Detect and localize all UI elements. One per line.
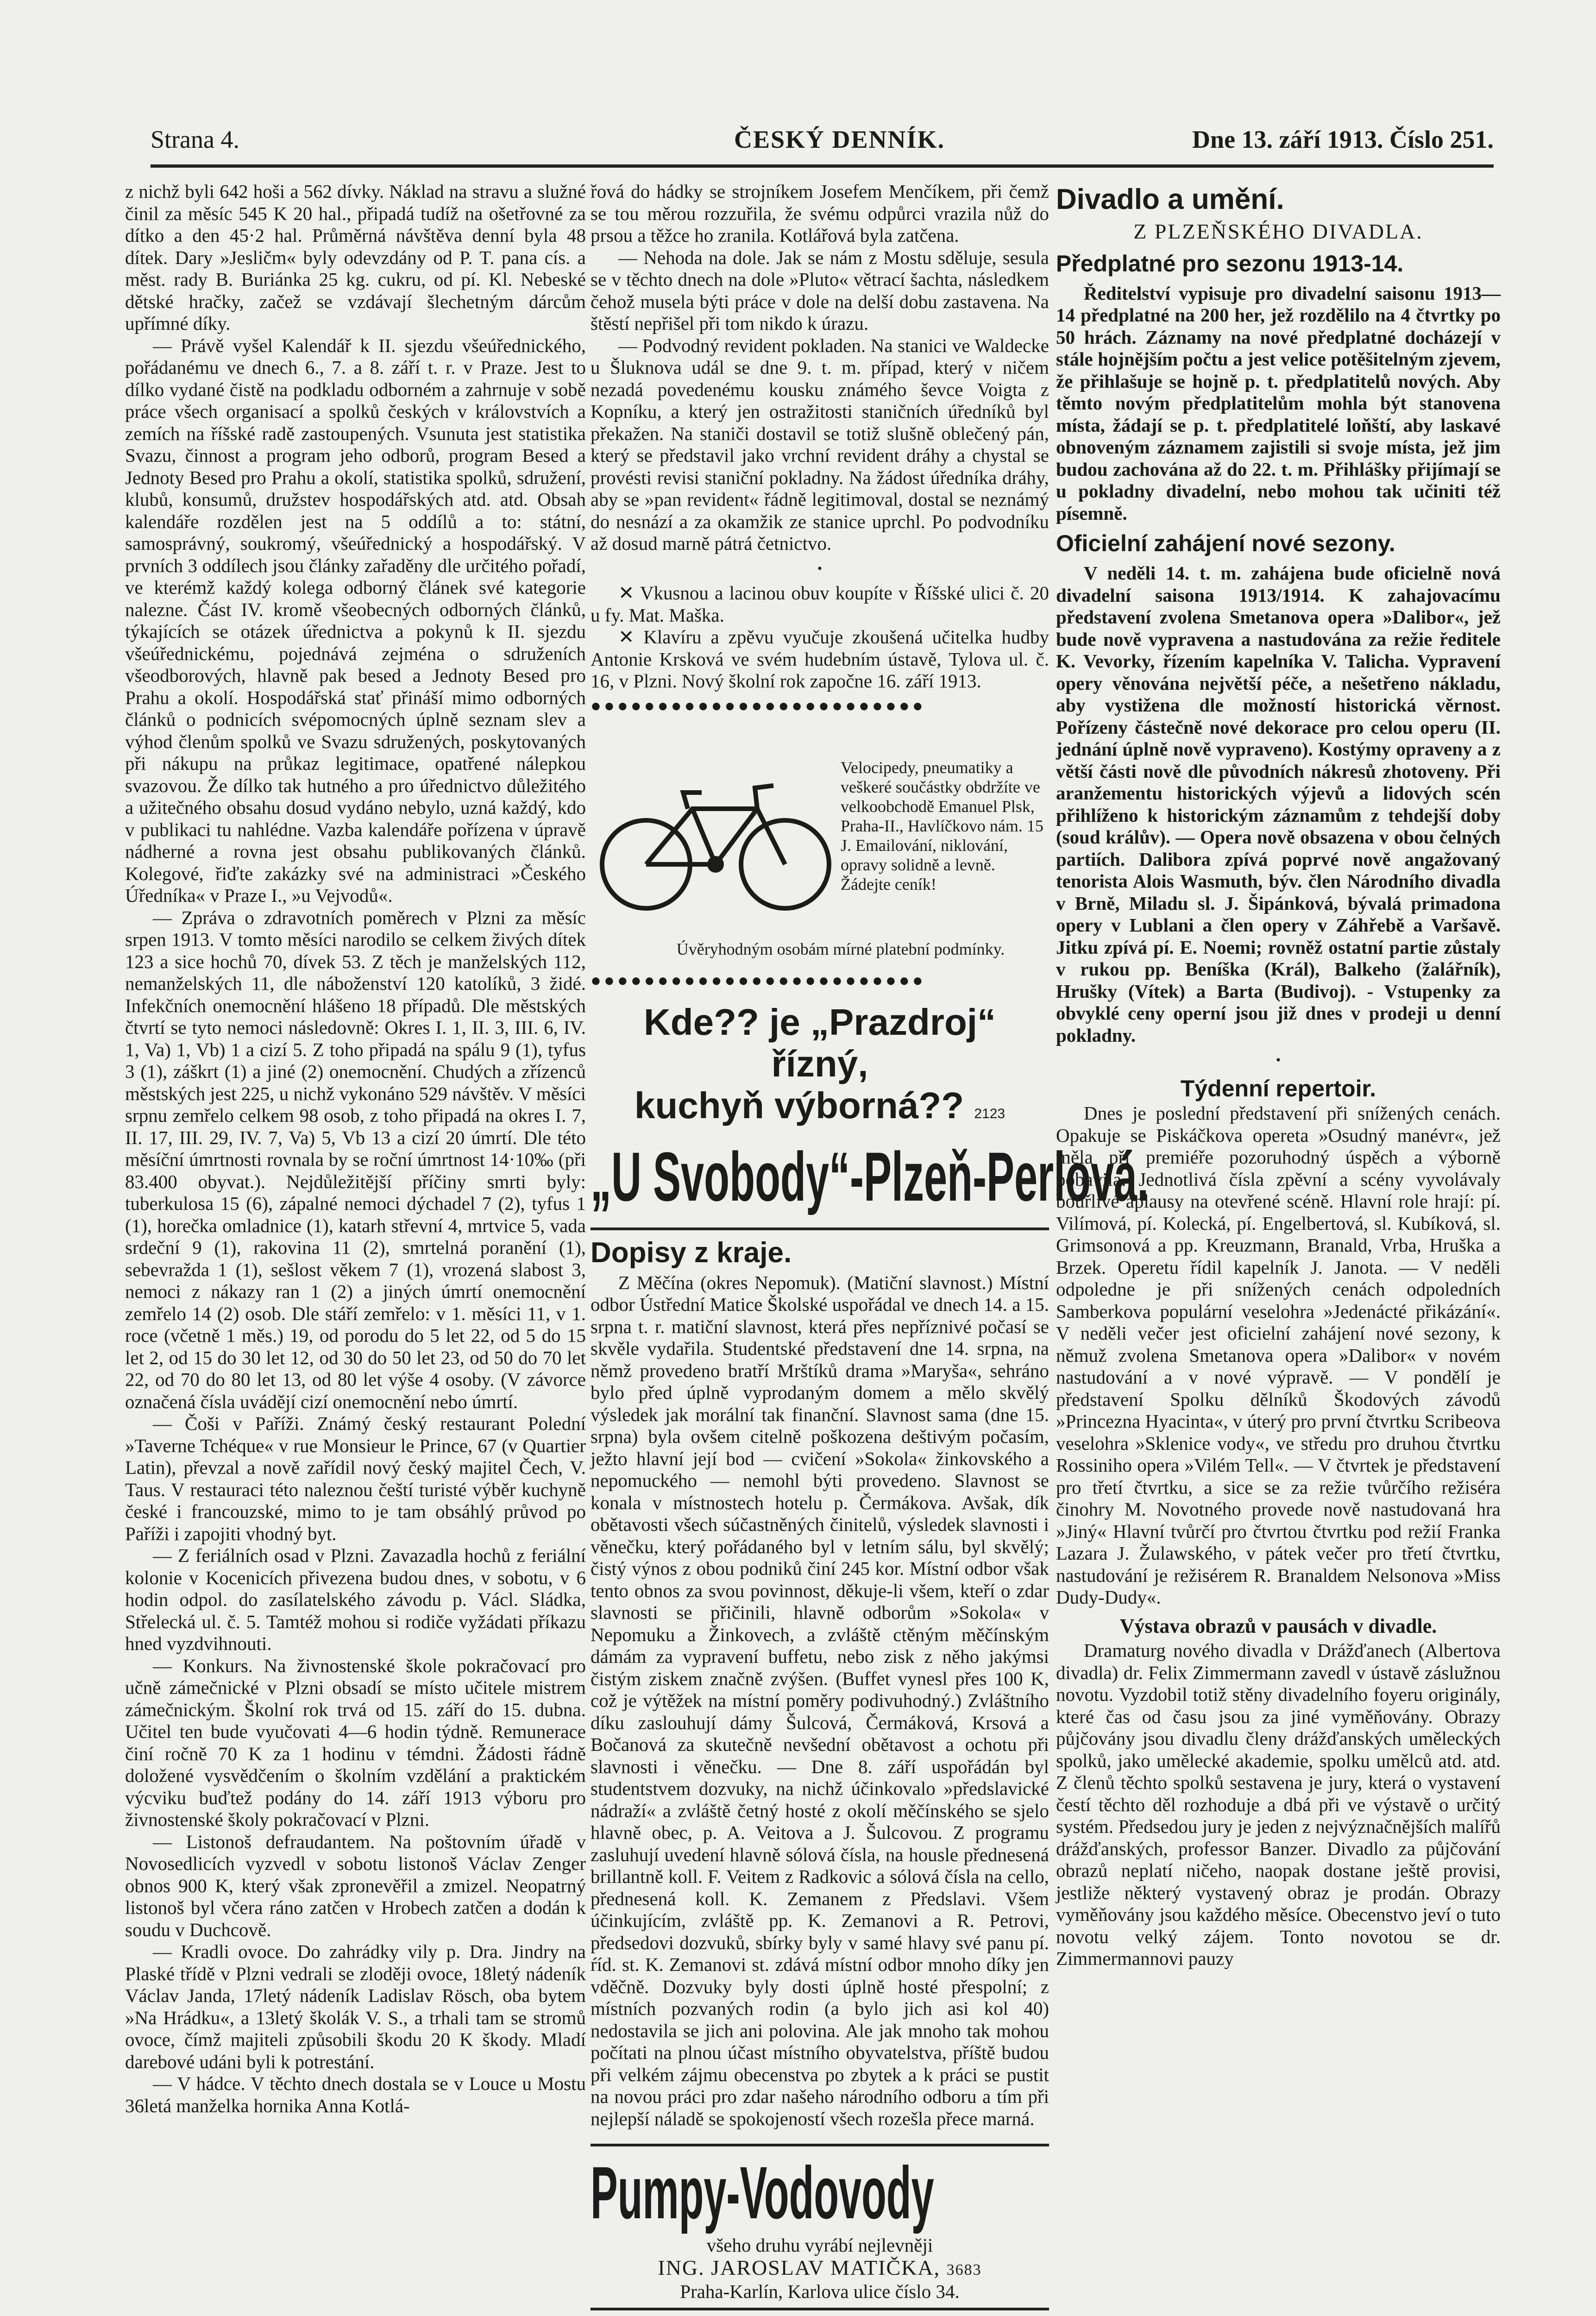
ad-pumpy	[591, 2144, 1049, 2310]
ad-kde-line2	[591, 1085, 1049, 1135]
notice-obuv: ✕ Vkusnou a lacinou obuv koupíte v Říšské ulici č. 20 u fy. Mat. Maška.	[591, 582, 1049, 626]
page-header	[151, 125, 1494, 167]
article-parizi: — Čoši v Paříži. Známý český restaurant Polední »Taverne Tchéque« v rue Monsieur le Prince, 67 (v Quartier Latin), převzal a nově zařídil nový český majitel Čech, V. Taus. V restauraci této naleznou čeští turisté výběr kuchyně české i francouzské, mimo to je tam obsáhlý průvod po Paříži i zapojiti vhodný byt.	[125, 1413, 586, 1544]
header-rule	[151, 164, 1494, 168]
article-predplatne: Ředitelství vypisuje pro divadelní saisonu 1913—14 předplatné na 200 her, jež rozdělilo na 4 čtvrtky po 50 hrách. Záznamy na nové předplatné docházejí v stále hojnějším počtu a jest velice potěšitelným zjevem, že přihlašuje se hojně p. t. předplatitelů nových. Aby těmto novým předplatitelům mohla být stanovena místa, žádají se p. t. předplatitelé loňští, aby laskavé obnoveným záznamem zajistili si svoje místa, jež jim budou zachována až do 22. t. m. Přihlášky přijímají se u pokladny divadelní, nebo mohou tak učiniti též písemně.	[1056, 282, 1501, 524]
article-hadka: — V hádce. V těchto dnech dostala se v Louce u Mostu 36letá manželka hornika Anna Kotlá-	[125, 2073, 586, 2116]
ad-velocipedy-footer: Úvěryhodným osobám mírné platební podmínky.	[676, 940, 1005, 958]
ad-kde-line1: Kde?? je „Prazdroj“ řízný,	[643, 1001, 996, 1084]
ad-pumpy-line1: všeho druhu vyrábí nejlevněji	[706, 2234, 933, 2256]
article-revident: — Podvodný revident pokladen. Na stanici ve Waldecke u Šluknova udál se dne 9. t. m. případ, který v ničem nezadá povedenému kousku známého ševce Voigta z Kopníku, a který jen ostražitosti staničních úředníků byl překažen. Na staniči dostavil se totiž slušně oblečený pán, který se představil jako vrchní revident dráhy a chystal se provésti revisi staniční pokladny. Na žádost úředníka dráhy, aby se »pan revident« řádně legitimoval, dostal se neznámý do nesnází a za okamžik ze stanice uprchl. Po podvodníku až dosud marně pátrá četnictvo.	[591, 334, 1049, 554]
article-konkurs: — Konkurs. Na živnostenské škole pokračovací pro učně zámečnické v Plzni obsadí se místo učitele mistrem zámečnickým. Školní rok trvá od 15. září do 15. dubna. Učitel ten bude vyučovati 4—6 hodin týdně. Remunerace činí ročně 70 K za 1 hodinu v témdni. Žádosti řádně doložené vysvědčením o školním vzdělání a praktickém výcviku buďtež podány do 14. září 1913 výboru pro živnostenské školy pokračovací v Plzni.	[125, 1655, 586, 1830]
bicycle-icon	[595, 767, 836, 920]
page-number: Strana 4.	[151, 126, 239, 153]
ad-pumpy-line2	[591, 2257, 1049, 2281]
column-3	[1056, 181, 1501, 2284]
newspaper-title: ČESKÝ DENNÍK.	[734, 126, 945, 153]
issue-date: Dne 13. září 1913. Číslo 251.	[1192, 126, 1494, 153]
article-oficielni: V neděli 14. t. m. zahájena bude oficielně nová divadelní saisona 1913/1914. K zahajovacímu představení zvolena Smetanova opera »Dalibor«, jež bude nově vypravena a nastudována za režie ředitele K. Vevorky, řízením kapelníka V. Talicha. Vypravení opery věnována největší péče, a nešetřeno nákladu, aby vystižena dle možností historická věrnost. Pořízeny částečně nové dekorace pro celou operu (II. jednání úplně nově vypraveno). Kostýmy opraveny a z větší části nově dle původních nákresů zhotoveny. Při aranžementu historických výjevů a lidových scén přihlíženo k historickým záznamům z tehdejší doby (soud králův). — Opera nově obsazena v obou čelných partiích. Dalibora zpívá poprvé nově angažovaný tenorista Alois Wasmuth, býv. člen Národního divadla v Brně, Miladu sl. J. Šipánková, bývalá primadona opery v Lublani a člen opery v Záhřebě a Varšavě. Jitku zpívá pí. E. Noemi; rovněž ostatní partie zůstaly v rukou pp. Beníška (Král), Balkeho (žalářník), Hrušky (Vítek) a Barta (Budivoj). - Vstupenky za obvyklé ceny operní jsou již dnes v prodeji u denní pokladny.	[1056, 562, 1501, 1046]
heading-repertoir: Týdenní repertoir.	[1180, 1075, 1376, 1101]
ad-kde-number: 2123	[974, 1106, 1005, 1121]
article-listonos: — Listonoš defraudantem. Na poštovním úřadě v Novosedlicích vyzvedl v sobotu listonoš Václav Zenger obnos 900 K, který však zpronevěřil a zmizel. Neopatrný listonoš byl včera ráno zatčen v Hrobech zatčen a dodán k soudu v Duchcově.	[125, 1831, 586, 1940]
separator-dot: •	[817, 560, 823, 576]
notice-klavir: ✕ Klavíru a zpěvu vyučuje zkoušená učitelka hudby Antonie Krsková ve svém hudebním ústavě, Tylova ul. č. 16, v Plzni. Nový školní rok započne 16. září 1913.	[591, 626, 1049, 692]
heading-oficielni: Oficielní zahájení nové sezony.	[1056, 530, 1395, 556]
subheading-plzensky: Z PLZEŇSKÉHO DIVADLA.	[1133, 220, 1423, 243]
ad-pumpy-brand: Pumpy-Vodovody	[591, 2151, 934, 2234]
section-title-dopisy: Dopisy z kraje.	[591, 1236, 792, 1269]
heading-predplatne: Předplatné pro sezonu 1913-14.	[1056, 250, 1404, 277]
column-2	[591, 181, 1149, 2302]
article-mecin: Z Měčína (okres Nepomuk). (Matiční slavnost.) Místní odbor Ústřední Matice Školské uspořádal ve dnech 14. a 15. srpna t. r. matiční slavnost, která přes nepříznivé počasí se skvěle vydařila. Studentské představení dne 14. srpna, na němž provedeno bratří Mrštíků drama »Maryša«, sehráno bylo před úplně vyprodaným domem a mělo skvělý výsledek jak morální tak finanční. Slavnost sama (dne 15. srpna) byla ovšem citelně poškozena deštivým počasím, ježto hlavní její bod — cvičení »Sokola« žinkovského a nepomuckého — nemohl býti provedeno. Slavnost se konala v místnostech hotelu p. Čermákova. Avšak, dík obětavosti všech súčastněných činitelů, výsledek slavnosti i věnečku, který pořádaného byl v letním sálu, byl skvělý; čistý výnos z obou podniků činí 245 kor. Místní odbor však tento obnos za svou povinnost, děkuje-li všem, kteří o zdar slavnosti se přičinili, hlavně odborům »Sokola« v Nepomuku a Žinkovech, a zvláště ctěným měčínským dámám za vypravení buffetu, nebo zisk z něho jakýmsi čistým ziskem značně zvýšen. (Buffet vynesl přes 100 K, což je výtěžek na místní poměry podivuhodný.) Zvláštního díku zaslouhují dámy Šulcová, Čermáková, Krsová a Bočanová za skutečně nevšední obětavost a ochotu při slavnosti i věnečku. — Dne 8. září uspořádán byl studentstvem dozvuky, na nichž účinkovalo »předslavické nádraží« a zvláště četný hosté z okolí měčínského se sjelo hlavně obec, p. A. Veitova a J. Šulcovou. Z programu zasluhují uvedení hlavně sólová čísla, na housle přednesená brillantně koll. F. Veitem z Radkovic a sólová čísla na cello, přednesená koll. K. Zemanem z Předslavi. Všem účinkujícím, zvláště pp. K. Zemanovi a R. Petrovi, předsedovi dozvuků, sbírky byly v samé hlavy své panu pí. ŕíd. st. K. Zemanovi st. zdává místní odbor mnoho díky jen vděčně. Dozvuky byly dosti úplně hosté přespolní; z místních pozvaných rodin (a bylo jich asi kol 40) nedostavila se jich ani polovina. Ale jak mnoho tak mohou počítati na plnou účast místního obyvatelstva, příště budou při velkém zájmu obecenstva po zbytek a k práci se pustit na novou práci pro zdar našeho národního odboru a tím při nejlepší náladě se spokojeností všech rozešla přece marná.	[591, 1271, 1049, 2129]
article-paragraph: z nichž byli 642 hoši a 562 dívky. Náklad na stravu a služné činil za měsíc 545 K 20 hal., připadá tudíž na ošetřovné za dítko a den 45·2 hal. Průměrná návštěva denní byla 48 dítek. Dary »Jesličm« byly odevzdány od P. T. pana cís. a měst. rady B. Buriánka 25 kg. cukru, od pí. Kl. Nebeské dětské hračky, začež se vzdávají šlechetným dárcům upřímné díky.	[125, 181, 586, 334]
article-nehoda: — Nehoda na dole. Jak se nám z Mostu sděluje, sesula se v těchto dnech na dole »Pluto« větrací šachta, následkem čehož musela býti práce v dole na delší dobu zastavena. Na štěstí nepřišel při tom nikdo k úrazu.	[591, 246, 1049, 334]
article-kalendar: — Právě vyšel Kalendář k II. sjezdu všeúřednického, pořádanému ve dnech 6., 7. a 8. září t. r. v Praze. Jest to dílko vydané čistě na podkladu odborném a zahrnuje v sobě práce všech organisací a spolků českých v královstvích a zemích na říšské radě zastoupených. Vsunuta jest statistika Svazu, činnost a program jeho odborů, program Besed a Jednoty Besed pro Prahu a okolí, statistika spolků, sdružení, klubů, konsumů, družstev hospodářských atd. atd. Obsah kalendáře rozdělen jest na 5 oddílů a to: státní, samosprávný, soukromý, všeúřednický a hospodářský. V prvních 3 oddílech jsou články zařaděny dle určitého pořadí, ve kterémž každý kolega odborný článek své kategorie nalezne. Část IV. kromě všeobecných odborných článků, týkajících se otázek úřednictva a pokynů k II. sjezdu všeúřednickému, pojednává zejména o sdruženích všeodborových, hlavně pak besed a Jednoty Besed pro Prahu a okolí. Hospodářská stať přináší mimo odborných článků o podnicích svépomocných úplně seznam slev a výhod členům spolků ve Svazu sdružených, poskytovaných při nákupu na průkaz legitimace, opatřené nálepkou svazovou. Že dílko tak hutného a pro úřednictvo důležitého a užitečného obsahu dosud vydáno nebylo, uzná každý, kdo v publikaci tu nahlédne. Vazba kalendáře pořízena v úpravě nádherné a rovna jest obsahu publikovaných článků. Kolegové, řiďte zakázky své na administraci »Českého Úředníka« v Praze I., »u Vejvodů«.	[125, 334, 586, 906]
ad-velocipedy-text: Velocipedy, pneumatiky a veškeré součástky obdržíte ve velkoobchodě Emanuel Plsk, Praha-II., Havlíčkovo nám. 15 J. Emailování, niklování, opravy solidně a levně. Žádejte ceník!	[841, 758, 1043, 894]
article-kradli: — Kradli ovoce. Do zahrádky vily p. Dra. Jindry na Plaské třídě v Plzni vedrali se zloději ovoce, 18letý nádeník Václav Janda, 17letý nádeník Ladislav Rösch, oba bytem »Na Hrádku«, a 13letý školák V. S., a trhali tam se stromů ovoce, čímž majiteli způsobili škodu 20 K škody. Mladí darebové udáni byli k potrestání.	[125, 1941, 586, 2072]
ad-border-top: ●●●●●●●●●●●●●●●●●●●●●●●●●	[591, 696, 926, 716]
ad-border-bottom: ●●●●●●●●●●●●●●●●●●●●●●●●●	[591, 971, 926, 990]
ad-pumpy-number: 3683	[946, 2261, 982, 2278]
separator-dot: •	[1276, 1052, 1281, 1068]
ad-pumpy-line3: Praha-Karlín, Karlova ulice číslo 34.	[680, 2281, 960, 2302]
section-title-divadlo: Divadlo a umění.	[1056, 183, 1284, 215]
divider	[591, 1227, 1049, 1230]
article-paragraph: řová do hádky se strojníkem Josefem Menčíkem, při čemž se tou měrou rozzuřila, že svému odpůrci vrazila nůž do prsou a těžce ho zranila. Kotlářová byla zatčena.	[591, 181, 1049, 246]
ad-u-svobody	[591, 1001, 1149, 1218]
article-zdravotni: — Zpráva o zdravotních poměrech v Plzni za měsíc srpen 1913. V tomto měsíci narodilo se celkem živých dítek 123 a sice hochů 70, dívek 53. Z těch je manželských 112, nemanželských 11, dle náboženství 120 katolíků, 3 židé. Infekčních onemocnění hlášeno 18 případů. Dle městských čtvrtí se tyto nemoci následovně: Okres I. 1, II. 3, III. 6, IV. 1, Va) 1, Vb) 1 a cizí 5. Z toho připadá na spálu 9 (1), tyfus 3 (1), záškrt (1) a jiné (2) onemocnění. Chudých a zřízenců městských jest 225, u nichž vykonáno 529 návštěv. V měsíci srpnu zemřelo celkem 98 osob, z toho připadá na okres I. 7, II. 17, III. 29, IV. 7, Va) 5, Vb 13 a cizí 20 úmrtí. Dle této měsíční úmrtnosti rovnala by se roční úmrtnost 14·10‰ (při 83.400 obyvat.). Nejdůležitější příčiny smrti byly: tuberkulosa 15 (6), zápalné nemoci dýchadel 7 (2), tyfus 1 (1), horečka omladnice (1), katarh střevní 4, mrtvice 5, vada srdeční 9 (1), rakovina 11 (2), smrtelná poranění (1), sebevražda 1 (1), sešlost věkem 7 (1), vrozená slabost 3, nemoci z nákazy ran 1 (2) a jiných úmrtí onemocnění zemřelo 14 (2) osob. Dle stáří zemřelo: v 1. měsíci 11, v 1. roce (včetně 1 měs.) 19, od porodu do 5 let 22, od 5 do 15 let 2, od 15 do 30 let 12, od 30 do 50 let 23, od 50 do 70 let 22, od 70 do 80 let 13, od 80 let výše 4 osoby. (V závorce označená čísla uvádějí cizí onemocnění nebo úmrtí.	[125, 906, 586, 1412]
column-1	[125, 181, 586, 2284]
article-vystava: Dramaturg nového divadla v Drážďanech (Albertova divadla) dr. Felix Zimmermann zavedl v ústavě záslužnou novotu. Vyzdobil totiž stěny divadelního foyeru originály, které čas od času jsou za jiné vyměňovány. Obrazy půjčovány jsou divadlu členy drážďanských uměleckých spolků, jako umělecké akademie, spolku umělců atd. atd. Z členů těchto spolků sestavena je jury, která o vystavení čestí těchto děl rozhoduje a dbá při ve výstavě o určitý systém. Předsedou jury je jeden z nejvýznačnějších malířů drážďanských, professor Banzer. Divadlo za půjčování obrazů neplatí ničeho, naopak dostane ještě provisi, jestliže některý vystavený obraz je prodán. Obrazy vyměňovány jsou každého měsíce. Obecenstvo jeví o tuto novotu velký zájem. Tonto novotou se dr. Zimmermannovi pauzy	[1056, 1640, 1501, 1969]
article-repertoir: Dnes je poslední představení při snížených cenách. Opakuje se Piskáčkova opereta »Osudný manévr«, jež měla při premiéře pozoruhodný úspěch a výborně pobavila. Jednotlivá čísla zpěvní a scény vyvolávaly bouřlivé aplausy na otevřené scéně. Hlavní role hrají: pí. Vilímová, pí. Kolecká, pí. Engelbertová, sl. Kubíková, sl. Grimsonová a pp. Kreuzmann, Branald, Vrba, Hruška a Brzek. Operetu řídil kapelník J. Janota. — V neděli odpoledne je při snížených cenách odpoledních Samberkova populární veselohra »Jedenácté přikázání«. V neděli večer jest oficielní zahájení nové sezony, k němuž zvolena Smetanova opera »Dalibor« v novém nastudování a v nové výpravě. — V pondělí je představení Spolku dělníků Škodových závodů »Princezna Hyacinta«, v úterý pro první čtvrtku Scribeova veselohra »Sklenice vody«, ve středu pro druhou čtvrtku Rossiniho opera »Vilém Tell«. — V čtvrtek je představení pro třetí čtvrtku, a sice se za režie tvůrčího režiséra činohry M. Novotného provede nově nastudovaná hra »Jiný« Hlavní tvůrčí pro čtvrtou čtvrtku pod režií Franka Lazara J. Žulawského, v pátek večer pro třetí čtvrtku, nastudování je režisérem R. Branaldem Nelsonova »Miss Dudy-Dudy«.	[1056, 1102, 1501, 1608]
ad-kde-line2-text: kuchyň výborná??	[634, 1084, 964, 1126]
ad-velocipedy	[591, 721, 1049, 966]
ad-kde-brand: „U Svobody“-Plzeň-Perlová.	[591, 1137, 1149, 1215]
ad-pumpy-name: ING. JAROSLAV MATIČKA,	[658, 2255, 941, 2279]
article-ferialni: — Z feriálních osad v Plzni. Zavazadla hochů z feriální kolonie v Kocenicích přivezena budou dnes, v sobotu, v 6 hodin odpol. do zasílatelského závodu p. Václ. Sládka, Střelecká ul. č. 5. Tamtéž mohou si rodiče vyžádati příkazu hned vyzdvihnouti.	[125, 1545, 586, 1654]
heading-vystava: Výstava obrazů v pausách v divadle.	[1119, 1614, 1437, 1637]
